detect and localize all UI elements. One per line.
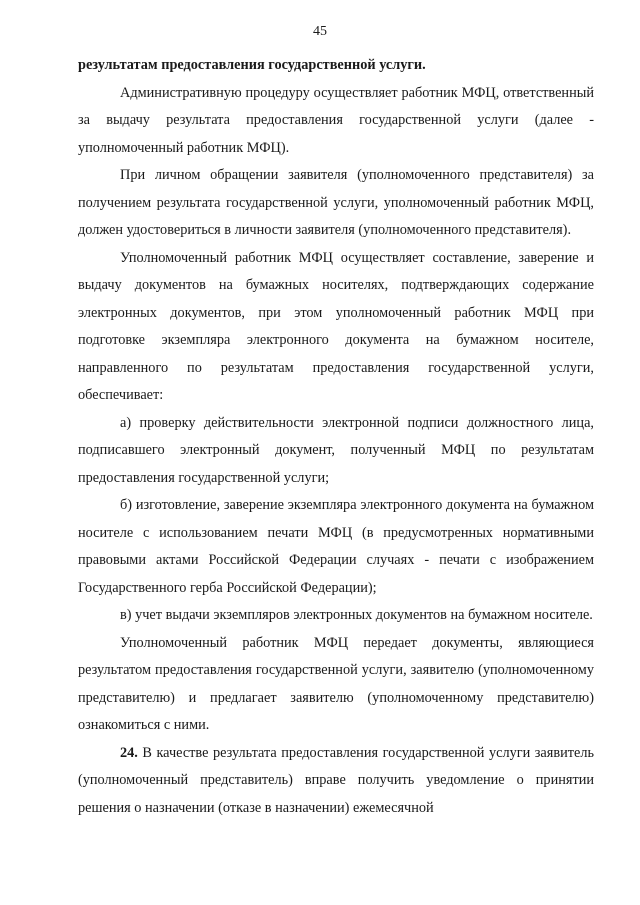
- clause-text: В качестве результата предоставления государственной услуги заявитель (уполномоченный представитель) вправе получить уведомление о принятии решения о назначении (отказе в назначении) ежемесячной: [78, 744, 594, 816]
- page-number: 45: [313, 24, 327, 39]
- clause-number: 24.: [120, 744, 138, 761]
- paragraph-document-issuance: Уполномоченный работник МФЦ осуществляет составление, заверение и выдачу документов на бумажных носителях, подтверждающих содержание электронных документов, при этом уполномоченный работник МФЦ при подготовке экземпляра электронного документа на бумажном носителе, направленного по результатам предоставления государственной услуги, обеспечивает:: [78, 249, 594, 403]
- paragraph-identity-verification: При личном обращении заявителя (уполномоченного представителя) за получением результата государственной услуги, уполномоченный работник МФЦ, должен удостовериться в личности заявителя (уполномоченного представителя).: [78, 167, 594, 238]
- paragraph-procedure-responsible: Административную процедуру осуществляет работник МФЦ, ответственный за выдачу результата предоставления государственной услуги (далее - уполномоченный работник МФЦ).: [78, 84, 594, 156]
- list-item-v: в) учет выдачи экземпляров электронных документов на бумажном носителе.: [120, 607, 593, 623]
- document-body: [78, 52, 594, 822]
- paragraph-section-heading-continuation: результатам предоставления государственной услуги.: [78, 57, 426, 73]
- paragraph-clause-24: [78, 740, 594, 823]
- paragraph-handover: Уполномоченный работник МФЦ передает документы, являющиеся результатом предоставления государственной услуги, заявителю (уполномоченному представителю) и предлагает заявителю (уполномоченному представителю) ознакомиться с ними.: [78, 634, 594, 733]
- list-item-a: а) проверку действительности электронной подписи должностного лица, подписавшего электронный документ, полученный МФЦ по результатам предоставления государственной услуги;: [78, 414, 594, 486]
- list-item-b: б) изготовление, заверение экземпляра электронного документа на бумажном носителе с использованием печати МФЦ (в предусмотренных нормативными правовыми актами Российской Федерации случаях - печати с изображением Государственного герба Российской Федерации);: [78, 497, 594, 596]
